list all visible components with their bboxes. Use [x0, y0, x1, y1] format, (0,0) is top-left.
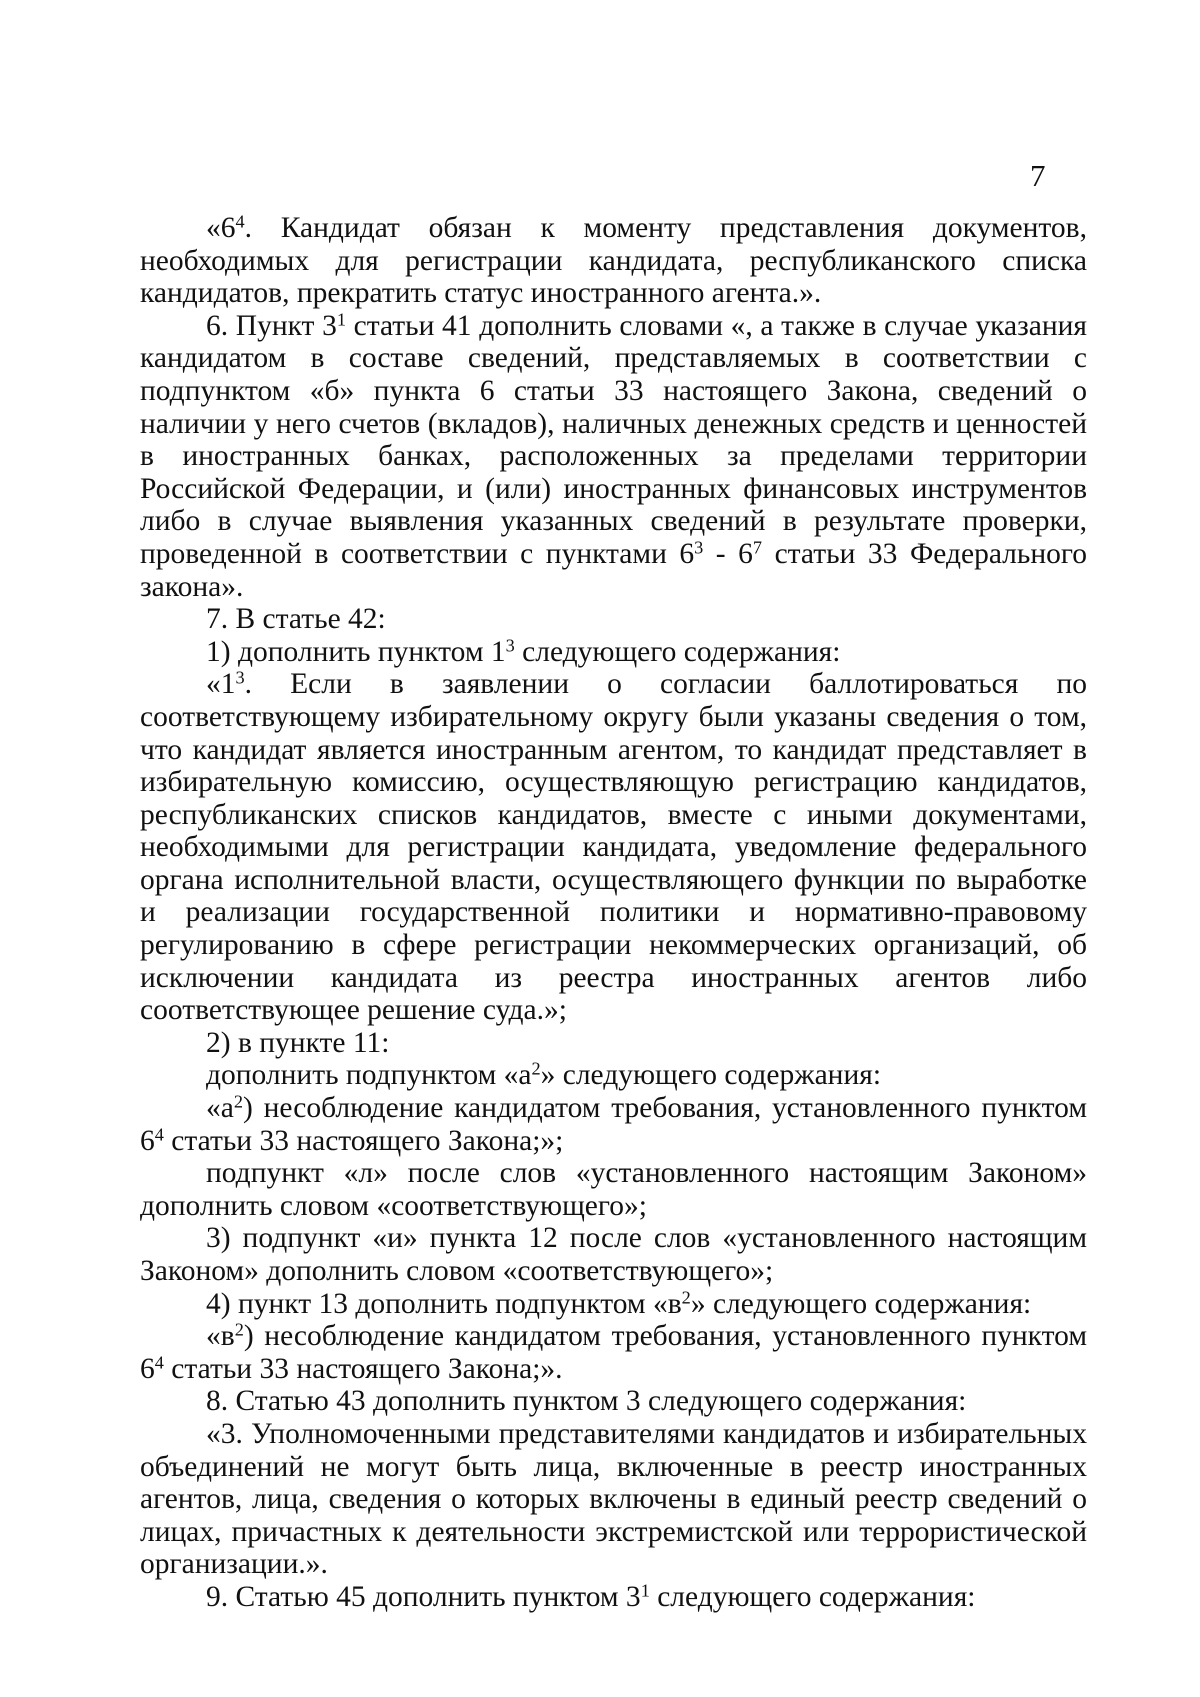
text-run: подпункт «л» после слов «установленного настоящим Законом» дополнить словом «соответствующего»; — [140, 1157, 1087, 1222]
text-run: «3. Уполномоченными представителями кандидатов и избирательных объединений не могут быть лица, включенные в реестр иностранных агентов, лица, сведения о которых включены в единый реестр сведений о лицах, причастных к деятельности экстремистской или террористической организации.». — [140, 1417, 1087, 1581]
text-run: «в — [206, 1320, 235, 1353]
text-run: ) несоблюдение кандидатом требования, установленного пунктом 6 — [140, 1092, 1087, 1157]
text-run: следующего содержания: — [649, 1580, 976, 1613]
text-run: статьи 33 Федерального закона». — [140, 537, 1087, 603]
text-run: ) несоблюдение кандидатом требования, установленного пунктом 6 — [140, 1320, 1087, 1385]
text-run: 7. В статье 42: — [206, 603, 386, 636]
paragraph — [140, 1222, 1087, 1287]
paragraph — [140, 603, 1087, 636]
text-run: » следующего содержания: — [690, 1287, 1032, 1320]
text-run: следующего содержания: — [514, 635, 841, 668]
superscript: 2 — [681, 1287, 691, 1308]
superscript: 3 — [694, 537, 704, 558]
paragraph — [140, 1581, 1087, 1614]
text-run: » следующего содержания: — [540, 1059, 882, 1092]
page-number: 7 — [1030, 158, 1046, 193]
superscript: 1 — [640, 1580, 650, 1601]
paragraph — [140, 1385, 1087, 1418]
superscript: 1 — [336, 309, 346, 330]
text-run: «а — [206, 1092, 234, 1125]
text-run: 9. Статью 45 дополнить пунктом 3 — [206, 1580, 641, 1613]
text-run: статьи 33 настоящего Закона;». — [163, 1352, 563, 1385]
text-run: 2) в пункте 11: — [206, 1026, 390, 1059]
paragraph — [140, 1418, 1087, 1581]
text-run: . Если в заявлении о согласии баллотироваться по соответствующему избирательному округу были указаны сведения о том, что кандидат является иностранным агентом, то кандидат представляет в избирательную комиссию, осуществляющую регистрацию кандидатов, республиканских списков кандидатов, вместе с иными документами, необходимыми для регистрации кандидата, уведомление федерального органа исполнительной власти, осуществляющего функции по выработке и реализации государственной политики и нормативно-правовому регулированию в сфере регистрации некоммерческих организаций, об исключении кандидата из реестра иностранных агентов либо соответствующее решение суда.»; — [140, 668, 1087, 1027]
text-run: 3) подпункт «и» пункта 12 после слов «установленного настоящим Законом» дополнить словом «соответствующего»; — [140, 1222, 1087, 1287]
superscript: 3 — [505, 635, 515, 656]
text-run: - 6 — [703, 537, 753, 570]
text-run: статьи 33 настоящего Закона;»; — [163, 1124, 564, 1157]
text-run: «6 — [206, 212, 236, 244]
text-run: 4) пункт 13 дополнить подпунктом «в — [206, 1287, 682, 1320]
paragraph — [140, 1092, 1087, 1157]
superscript: 2 — [234, 1319, 244, 1340]
superscript: 2 — [233, 1091, 243, 1112]
text-run: 8. Статью 43 дополнить пунктом 3 следующего содержания: — [206, 1385, 967, 1418]
document-body — [140, 212, 1087, 1614]
superscript: 4 — [235, 211, 245, 232]
paragraph — [140, 636, 1087, 669]
text-run: 6. Пункт 3 — [206, 309, 337, 342]
paragraph — [140, 1157, 1087, 1222]
paragraph — [140, 310, 1087, 603]
paragraph — [140, 1027, 1087, 1060]
superscript: 2 — [531, 1058, 541, 1079]
superscript: 3 — [235, 667, 245, 688]
paragraph — [140, 1320, 1087, 1385]
text-run: «1 — [206, 668, 236, 701]
text-run: . Кандидат обязан к моменту представления документов, необходимых для регистрации кандидата, республиканского списка кандидатов, прекратить статус иностранного агента.». — [140, 212, 1087, 310]
paragraph — [140, 668, 1087, 1027]
paragraph — [140, 212, 1087, 310]
superscript: 4 — [154, 1124, 164, 1145]
paragraph — [140, 1288, 1087, 1321]
superscript: 4 — [154, 1352, 164, 1373]
text-run: дополнить подпунктом «а — [206, 1059, 532, 1092]
superscript: 7 — [752, 537, 763, 558]
text-run: 1) дополнить пунктом 1 — [206, 635, 506, 668]
paragraph — [140, 1059, 1087, 1092]
text-run: статьи 41 дополнить словами «, а также в случае указания кандидатом в составе сведений, представляемых в соответствии с подпунктом «б» пункта 6 статьи 33 настоящего Закона, сведений о наличии у него счетов (вкладов), наличных денежных средств и ценностей в иностранных банках, расположенных за пределами территории Российской Федерации, и (или) иностранных финансовых инструментов либо в случае выявления указанных сведений в результате проверки, проведенной в соответствии с пунктами 6 — [140, 309, 1087, 570]
